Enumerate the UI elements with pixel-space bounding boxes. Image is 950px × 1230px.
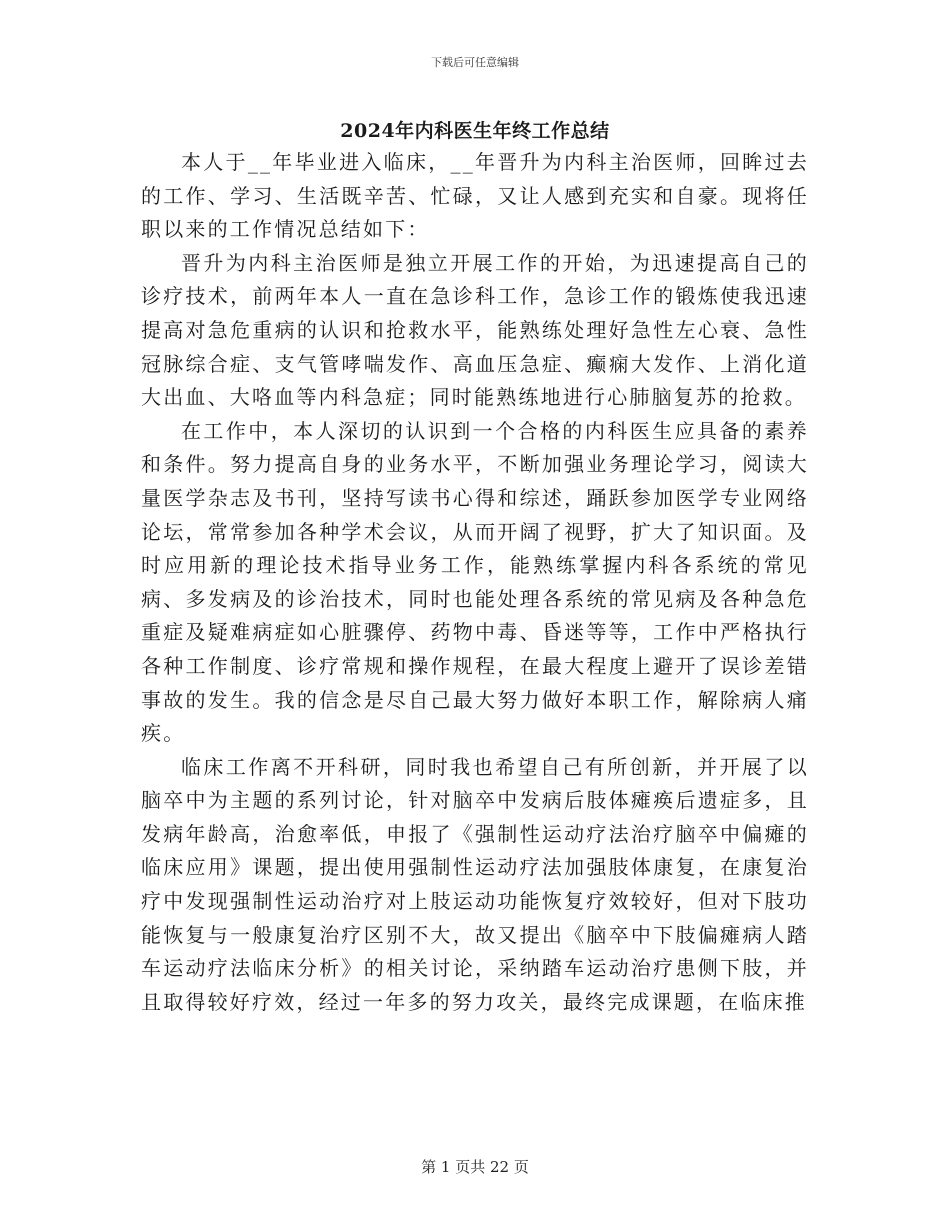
page-footer: 第 1 页共 22 页 xyxy=(421,1158,529,1176)
page-header: 下载后可任意编辑 xyxy=(431,56,519,69)
paragraph-2: 晋升为内科主治医师是独立开展工作的开始，为迅速提高自己的诊疗技术，前两年本人一直在急诊科工作，急诊工作的锻炼使我迅速提高对急危重病的认识和抢救水平，能熟练处理好急性左心衰、急性冠脉综合症、支气管哮喘发作、高血压急症、癫痫大发作、上消化道大出血、大咯血等内科急症；同时能熟练地进行心肺脑复苏的抢救。 xyxy=(141,250,809,410)
document-body xyxy=(141,146,809,1019)
paragraph-1: 本人于__年毕业进入临床，__年晋升为内科主治医师，回眸过去的工作、学习、生活既辛苦、忙碌，又让人感到充实和自豪。现将任职以来的工作情况总结如下： xyxy=(141,150,809,242)
document-title: 2024年内科医生年终工作总结 xyxy=(340,120,610,142)
paragraph-3: 在工作中，本人深切的认识到一个合格的内科医生应具备的素养和条件。努力提高自身的业务水平，不断加强业务理论学习，阅读大量医学杂志及书刊，坚持写读书心得和综述，踊跃参加医学专业网络论坛，常常参加各种学术会议，从而开阔了视野，扩大了知识面。及时应用新的理论技术指导业务工作，能熟练掌握内科各系统的常见病、多发病及的诊治技术，同时也能处理各系统的常见病及各种急危重症及疑难病症如心脏骤停、药物中毒、昏迷等等，工作中严格执行各种工作制度、诊疗常规和操作规程，在最大程度上避开了误诊差错事故的发生。我的信念是尽自己最大努力做好本职工作，解除病人痛疾。 xyxy=(141,418,809,746)
paragraph-4: 临床工作离不开科研，同时我也希望自己有所创新，并开展了以脑卒中为主题的系列讨论，针对脑卒中发病后肢体瘫痪后遗症多，且发病年龄高，治愈率低，申报了《强制性运动疗法治疗脑卒中偏瘫的临床应用》课题，提出使用强制性运动疗法加强肢体康复，在康复治疗中发现强制性运动治疗对上肢运动功能恢复疗效较好，但对下肢功能恢复与一般康复治疗区别不大，故又提出《脑卒中下肢偏瘫病人踏车运动疗法临床分析》的相关讨论，采纳踏车运动治疗患侧下肢，并且取得较好疗效，经过一年多的努力攻关，最终完成课题，在临床推 xyxy=(141,754,809,1014)
